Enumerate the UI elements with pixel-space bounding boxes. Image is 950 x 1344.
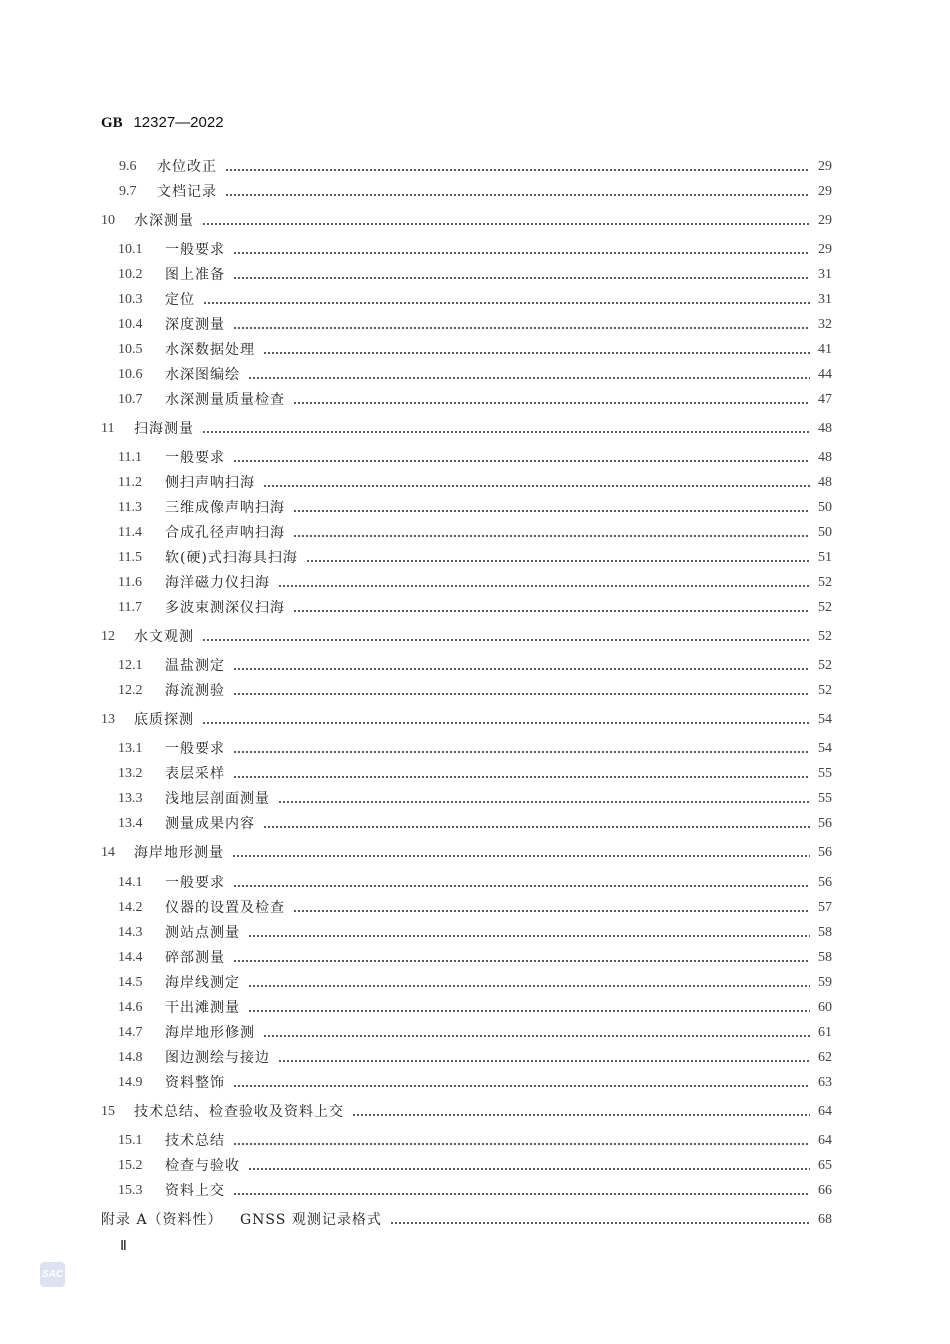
toc-entry-number: 15.3	[118, 1183, 143, 1198]
dot-leader	[278, 1048, 810, 1068]
toc-entry-page: 56	[818, 875, 832, 890]
toc-entry-number: 12	[101, 629, 115, 644]
toc-entry-title: 资料整饰	[165, 1075, 225, 1091]
toc-entry-title: 水深图编绘	[165, 367, 240, 383]
toc-entry-page: 50	[818, 525, 832, 540]
toc-entry-number: 10.2	[118, 267, 143, 282]
toc-entry-number: 10.6	[118, 367, 143, 382]
toc-entry[interactable]	[0, 814, 950, 834]
toc-entry-number: 11.1	[118, 450, 142, 465]
toc-entry-title: 测站点测量	[165, 925, 240, 941]
toc-entry-page: 48	[818, 421, 832, 436]
toc-entry[interactable]	[0, 998, 950, 1018]
toc-entry-page: 56	[818, 816, 832, 831]
toc-entry-title: 技术总结、检查验收及资料上交	[134, 1104, 344, 1120]
toc-entry-page: 41	[818, 342, 832, 357]
toc-entry-page: 54	[818, 741, 832, 756]
toc-entry-title: 深度测量	[165, 317, 225, 333]
dot-leader	[293, 523, 810, 543]
toc-entry[interactable]	[0, 1181, 950, 1201]
toc-entry-title: 海流测验	[165, 683, 225, 699]
toc-entry-title: 浅地层剖面测量	[165, 791, 270, 807]
toc-entry-page: 31	[818, 292, 832, 307]
toc-entry-number: 13.4	[118, 816, 143, 831]
toc-entry-page: 63	[818, 1075, 832, 1090]
toc-entry[interactable]	[0, 265, 950, 285]
toc-entry-title: 水文观测	[134, 629, 194, 645]
dot-leader	[233, 764, 810, 784]
dot-leader	[248, 1156, 810, 1176]
toc-entry-number: 10.7	[118, 392, 143, 407]
toc-entry-title: 软(硬)式扫海具扫海	[165, 550, 298, 566]
toc-entry-page: 51	[818, 550, 832, 565]
toc-entry[interactable]	[0, 182, 950, 202]
toc-entry-title: 水位改正	[157, 159, 217, 175]
toc-entry-page: 58	[818, 925, 832, 940]
dot-leader	[390, 1210, 810, 1230]
toc-entry-number: 10.3	[118, 292, 143, 307]
toc-entry-number: 14.5	[118, 975, 143, 990]
toc-entry[interactable]	[0, 211, 950, 231]
toc-entry[interactable]	[0, 340, 950, 360]
toc-entry[interactable]	[0, 627, 950, 647]
toc-entry-title: 定位	[165, 292, 195, 308]
dot-leader	[233, 656, 810, 676]
toc-entry-page: 29	[818, 242, 832, 257]
toc-entry-page: 56	[818, 845, 832, 860]
toc-entry-title: 表层采样	[165, 766, 225, 782]
toc-entry-number: 13.1	[118, 741, 143, 756]
toc-entry-title: 一般要求	[165, 875, 225, 891]
toc-entry-number: 10	[101, 213, 115, 228]
toc-entry-number: 12.1	[118, 658, 143, 673]
toc-entry-title: 碎部测量	[165, 950, 225, 966]
toc-entry-number: 9.6	[119, 159, 137, 174]
toc-entry[interactable]	[0, 656, 950, 676]
toc-entry-page: 50	[818, 500, 832, 515]
toc-entry-number: 14.2	[118, 900, 143, 915]
toc-entry[interactable]	[0, 240, 950, 260]
toc-entry-number: 11.4	[118, 525, 142, 540]
toc-entry[interactable]	[0, 548, 950, 568]
toc-entry[interactable]	[0, 365, 950, 385]
toc-entry-page: 54	[818, 712, 832, 727]
dot-leader	[202, 211, 810, 231]
toc-entry-page: 52	[818, 600, 832, 615]
toc-entry-title: 海洋磁力仪扫海	[165, 575, 270, 591]
toc-entry-title: 海岸地形测量	[134, 845, 224, 861]
toc-entry[interactable]	[0, 573, 950, 593]
toc-entry[interactable]	[0, 1131, 950, 1151]
toc-entry-number: 附录 A（资料性）	[101, 1212, 223, 1228]
toc-entry-title: 一般要求	[165, 450, 225, 466]
toc-entry-page: 64	[818, 1104, 832, 1119]
toc-entry[interactable]	[0, 1048, 950, 1068]
toc-entry-number: 10.4	[118, 317, 143, 332]
toc-entry-title: 多波束测深仪扫海	[165, 600, 285, 616]
toc-entry-page: 32	[818, 317, 832, 332]
dot-leader	[248, 973, 810, 993]
dot-leader	[202, 710, 810, 730]
dot-leader	[352, 1102, 810, 1122]
toc-entry[interactable]	[0, 739, 950, 759]
toc-entry-number: 14	[101, 845, 115, 860]
toc-entry[interactable]	[0, 419, 950, 439]
toc-entry[interactable]	[0, 843, 950, 863]
toc-entry-title: 一般要求	[165, 741, 225, 757]
toc-entry[interactable]	[0, 598, 950, 618]
dot-leader	[263, 473, 810, 493]
toc-entry-page: 59	[818, 975, 832, 990]
toc-entry[interactable]	[0, 873, 950, 893]
toc-entry-page: 48	[818, 450, 832, 465]
toc-entry[interactable]	[0, 448, 950, 468]
toc-entry-page: 29	[818, 159, 832, 174]
toc-entry[interactable]	[0, 1102, 950, 1122]
toc-entry-title: 检查与验收	[165, 1158, 240, 1174]
dot-leader	[248, 923, 810, 943]
dot-leader	[203, 290, 810, 310]
toc-entry-page: 52	[818, 683, 832, 698]
toc-entry-number: 11.2	[118, 475, 142, 490]
toc-entry-title: GNSS 观测记录格式	[240, 1212, 382, 1228]
toc-entry-number: 11.5	[118, 550, 142, 565]
dot-leader	[293, 390, 810, 410]
dot-leader	[278, 573, 810, 593]
toc-entry-page: 68	[818, 1212, 832, 1227]
toc-entry-page: 47	[818, 392, 832, 407]
dot-leader	[233, 739, 810, 759]
dot-leader	[202, 627, 810, 647]
toc-entry-page: 31	[818, 267, 832, 282]
toc-entry-page: 55	[818, 791, 832, 806]
toc-entry-number: 15.2	[118, 1158, 143, 1173]
toc-entry-page: 62	[818, 1050, 832, 1065]
toc-entry-title: 合成孔径声呐扫海	[165, 525, 285, 541]
dot-leader	[233, 948, 810, 968]
toc-entry-number: 14.9	[118, 1075, 143, 1090]
toc-entry-title: 资料上交	[165, 1183, 225, 1199]
toc-entry-page: 64	[818, 1133, 832, 1148]
toc-entry-number: 14.6	[118, 1000, 143, 1015]
toc-entry-page: 52	[818, 629, 832, 644]
toc-entry-number: 14.8	[118, 1050, 143, 1065]
toc-entry-number: 14.1	[118, 875, 143, 890]
toc-entry-title: 水深数据处理	[165, 342, 255, 358]
toc-entry-page: 29	[818, 184, 832, 199]
toc-entry[interactable]	[0, 315, 950, 335]
toc-entry-title: 技术总结	[165, 1133, 225, 1149]
dot-leader	[293, 598, 810, 618]
toc-entry-title: 图边测绘与接边	[165, 1050, 270, 1066]
toc-entry[interactable]	[0, 923, 950, 943]
dot-leader	[233, 265, 810, 285]
toc-entry[interactable]	[0, 764, 950, 784]
toc-entry-title: 侧扫声呐扫海	[165, 475, 255, 491]
toc-entry-number: 10.1	[118, 242, 143, 257]
dot-leader	[278, 789, 810, 809]
toc-entry[interactable]	[0, 1023, 950, 1043]
toc-entry-number: 14.3	[118, 925, 143, 940]
dot-leader	[306, 548, 810, 568]
toc-entry[interactable]	[0, 681, 950, 701]
toc-entry[interactable]	[0, 1156, 950, 1176]
toc-entry-page: 60	[818, 1000, 832, 1015]
dot-leader	[202, 419, 810, 439]
toc-entry[interactable]	[0, 390, 950, 410]
dot-leader	[233, 315, 810, 335]
toc-entry-number: 15.1	[118, 1133, 143, 1148]
dot-leader	[233, 1073, 810, 1093]
toc-entry-number: 14.7	[118, 1025, 143, 1040]
toc-entry-title: 仪器的设置及检查	[165, 900, 285, 916]
toc-entry-number: 13.2	[118, 766, 143, 781]
dot-leader	[248, 365, 810, 385]
dot-leader	[233, 873, 810, 893]
toc-entry-number: 14.4	[118, 950, 143, 965]
toc-entry-number: 11	[101, 421, 115, 436]
toc-entry-page: 55	[818, 766, 832, 781]
toc-entry-title: 水深测量质量检查	[165, 392, 285, 408]
dot-leader	[248, 998, 810, 1018]
toc-entry-page: 58	[818, 950, 832, 965]
toc-entry[interactable]	[0, 1073, 950, 1093]
toc-entry-page: 52	[818, 658, 832, 673]
dot-leader	[293, 498, 810, 518]
dot-leader	[225, 182, 810, 202]
toc-entry-number: 11.6	[118, 575, 142, 590]
toc-entry-page: 52	[818, 575, 832, 590]
toc-entry[interactable]	[0, 973, 950, 993]
sac-logo-icon: SAC	[40, 1262, 65, 1287]
dot-leader	[263, 814, 810, 834]
standard-prefix: GB	[101, 115, 123, 131]
toc-entry-title: 底质探测	[134, 712, 194, 728]
toc-entry-title: 海岸线测定	[165, 975, 240, 991]
toc-entry[interactable]	[0, 157, 950, 177]
dot-leader	[233, 1181, 810, 1201]
toc-entry-page: 44	[818, 367, 832, 382]
toc-entry[interactable]	[0, 473, 950, 493]
dot-leader	[263, 340, 810, 360]
toc-entry-number: 13	[101, 712, 115, 727]
dot-leader	[233, 240, 810, 260]
toc-entry-title: 三维成像声呐扫海	[165, 500, 285, 516]
dot-leader	[225, 157, 810, 177]
toc-entry-page: 57	[818, 900, 832, 915]
toc-entry-title: 图上准备	[165, 267, 225, 283]
page-folio: Ⅱ	[120, 1239, 127, 1254]
toc-entry-number: 12.2	[118, 683, 143, 698]
dot-leader	[232, 843, 810, 863]
toc-entry-title: 干出滩测量	[165, 1000, 240, 1016]
toc-entry-page: 48	[818, 475, 832, 490]
dot-leader	[233, 1131, 810, 1151]
standard-number: 12327—2022	[133, 114, 224, 131]
dot-leader	[233, 681, 810, 701]
toc-entry[interactable]	[0, 898, 950, 918]
dot-leader	[293, 898, 810, 918]
toc-entry-title: 一般要求	[165, 242, 225, 258]
toc-entry[interactable]	[0, 290, 950, 310]
toc-entry[interactable]	[0, 948, 950, 968]
toc-entry-number: 11.3	[118, 500, 142, 515]
toc-entry-page: 65	[818, 1158, 832, 1173]
dot-leader	[233, 448, 810, 468]
toc-entry-title: 文档记录	[157, 184, 217, 200]
toc-entry-number: 11.7	[118, 600, 142, 615]
toc-entry-title: 海岸地形修测	[165, 1025, 255, 1041]
toc-entry[interactable]	[0, 789, 950, 809]
toc-entry-number: 15	[101, 1104, 115, 1119]
toc-entry-page: 29	[818, 213, 832, 228]
toc-entry-title: 温盐测定	[165, 658, 225, 674]
toc-entry[interactable]	[0, 1210, 950, 1230]
toc-entry-number: 13.3	[118, 791, 143, 806]
dot-leader	[263, 1023, 810, 1043]
toc-entry[interactable]	[0, 498, 950, 518]
toc-entry-title: 扫海测量	[134, 421, 194, 437]
toc-entry-page: 66	[818, 1183, 832, 1198]
toc-entry[interactable]	[0, 523, 950, 543]
toc-entry[interactable]	[0, 710, 950, 730]
toc-entry-number: 9.7	[119, 184, 137, 199]
toc-entry-page: 61	[818, 1025, 832, 1040]
toc-entry-title: 水深测量	[134, 213, 194, 229]
toc-entry-number: 10.5	[118, 342, 143, 357]
toc-entry-title: 测量成果内容	[165, 816, 255, 832]
document-header	[101, 113, 224, 132]
